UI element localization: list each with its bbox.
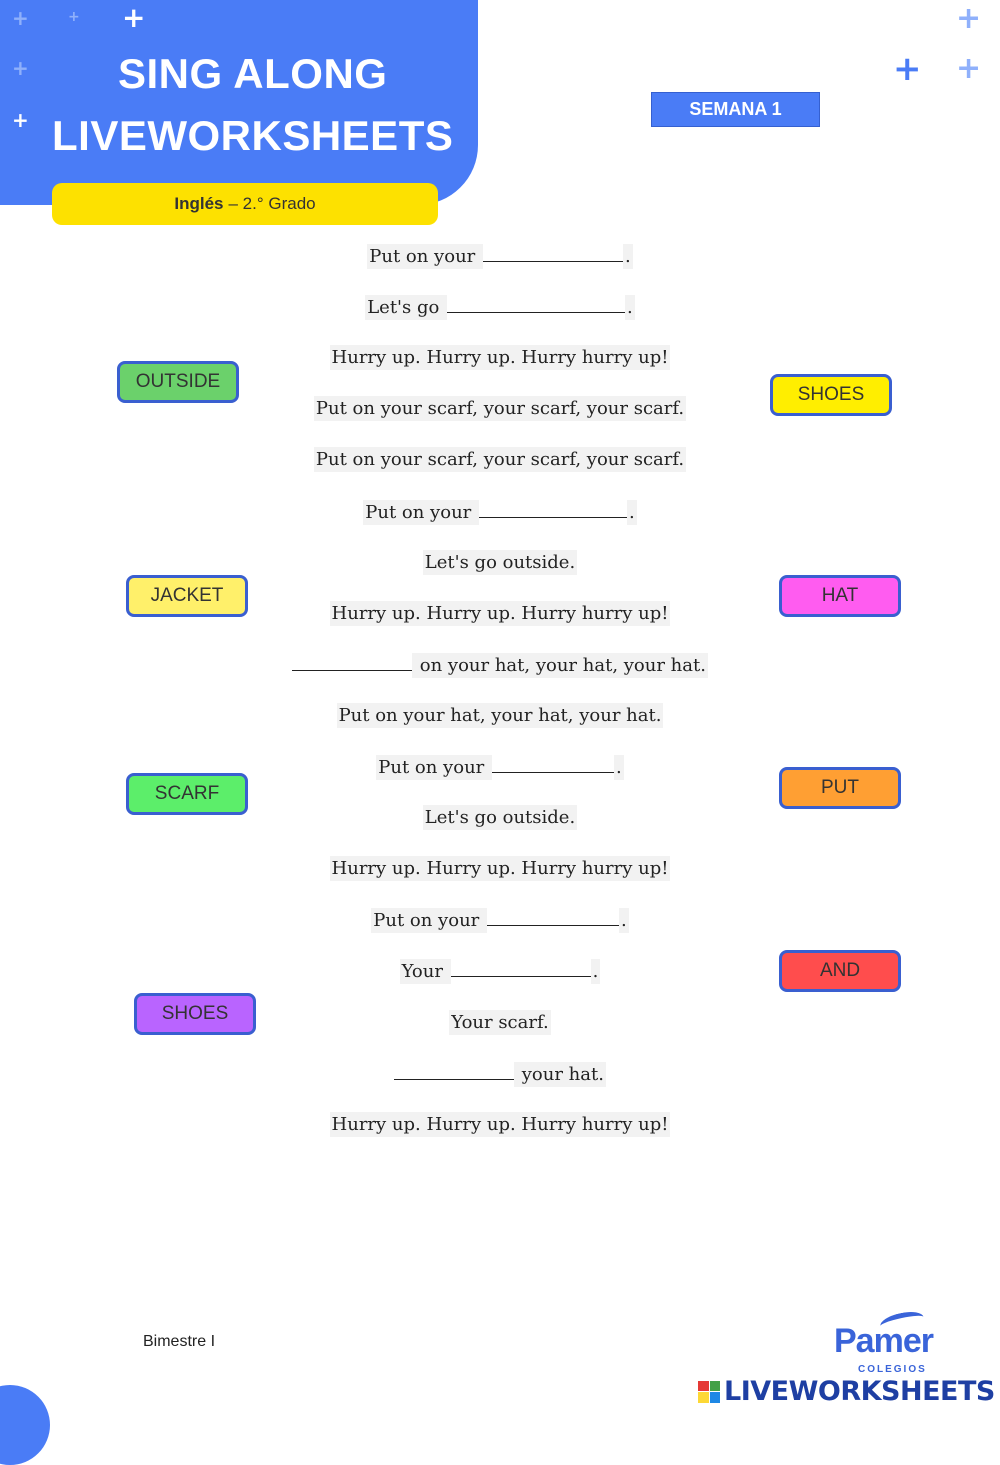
plus-icon: +: [12, 6, 29, 30]
lyric-line: [0, 245, 1000, 267]
word-chip-shoes-2[interactable]: SHOES: [134, 993, 256, 1035]
word-chip-outside[interactable]: OUTSIDE: [117, 361, 239, 403]
page-title: SING ALONG: [118, 50, 388, 97]
answer-blank[interactable]: [483, 245, 623, 262]
liveworksheets-logo[interactable]: [698, 1376, 995, 1407]
lyric-text: .: [625, 246, 631, 267]
word-chip-jacket[interactable]: JACKET: [126, 575, 248, 617]
lyric-text: Let's go outside.: [424, 807, 576, 829]
liveworksheets-wordmark: LIVEWORKSHEETS: [724, 1376, 995, 1407]
lyric-line: [0, 296, 1000, 318]
lyric-line: [0, 654, 1000, 676]
lyric-text: Put on your: [373, 910, 485, 932]
word-chip-put[interactable]: PUT: [779, 767, 901, 809]
lyric-line: [0, 1063, 1000, 1085]
plus-icon: +: [12, 108, 29, 132]
lyric-text: .: [616, 757, 622, 778]
brand-sub: COLEGIOS: [858, 1364, 927, 1375]
plus-icon: +: [893, 49, 922, 89]
answer-blank[interactable]: [492, 756, 614, 773]
lyric-text: Hurry up. Hurry up. Hurry hurry up!: [331, 858, 669, 880]
corner-decoration: [0, 1385, 50, 1465]
lyric-line: [0, 552, 1000, 573]
brand-logo: Pamer: [834, 1322, 933, 1360]
lyric-text: Your: [401, 961, 449, 983]
answer-blank[interactable]: [447, 296, 625, 313]
lyric-text: Hurry up. Hurry up. Hurry hurry up!: [331, 1113, 669, 1135]
lyric-line: [0, 449, 1000, 470]
lyric-line: [0, 1114, 1000, 1135]
lyric-text: Let's go outside.: [424, 551, 576, 573]
answer-blank[interactable]: [394, 1063, 514, 1080]
header-banner: [0, 0, 478, 205]
lyric-text: on your hat, your hat, your hat.: [414, 654, 706, 676]
subject-label: Inglés: [174, 194, 224, 213]
answer-blank[interactable]: [479, 501, 627, 518]
lyric-text: Put on your scarf, your scarf, your scarf.: [315, 398, 685, 420]
word-chip-and[interactable]: AND: [779, 950, 901, 992]
lyric-text: Put on your: [378, 757, 490, 778]
answer-blank[interactable]: [451, 960, 591, 977]
word-chip-scarf[interactable]: SCARF: [126, 773, 248, 815]
lyric-line: [0, 501, 1000, 523]
answer-blank[interactable]: [292, 654, 412, 671]
lyric-text: .: [621, 910, 627, 932]
lyric-text: .: [627, 297, 633, 319]
page-subtitle: LIVEWORKSHEETS: [52, 112, 454, 159]
lyric-line: [0, 858, 1000, 879]
plus-icon: +: [122, 1, 146, 34]
liveworksheets-icon: [698, 1381, 720, 1403]
lyric-text: Put on your: [365, 501, 477, 523]
lyric-text: Hurry up. Hurry up. Hurry hurry up!: [331, 347, 669, 369]
lyric-text: your hat.: [516, 1063, 604, 1085]
word-chip-hat[interactable]: HAT: [779, 575, 901, 617]
lyric-line: [0, 909, 1000, 931]
week-badge: SEMANA 1: [651, 92, 820, 127]
plus-icon: +: [956, 1, 982, 36]
lyric-text: Let's go: [367, 297, 446, 319]
plus-icon: +: [12, 56, 29, 80]
answer-blank[interactable]: [487, 909, 619, 926]
lyric-text: Put on your: [369, 246, 481, 267]
grade-bar: [52, 183, 438, 225]
lyric-text: Your scarf.: [451, 1011, 549, 1033]
lyric-text: .: [592, 961, 599, 983]
lyric-text: Hurry up. Hurry up. Hurry hurry up!: [331, 602, 669, 624]
lyric-line: [0, 705, 1000, 726]
lyric-text: Put on your scarf, your scarf, your scarf.: [315, 449, 685, 471]
plus-icon: +: [956, 51, 982, 86]
grade-label: – 2.° Grado: [228, 194, 316, 213]
plus-icon: +: [68, 9, 80, 25]
word-chip-shoes[interactable]: SHOES: [770, 374, 892, 416]
term-label: Bimestre I: [143, 1333, 216, 1350]
lyric-text: .: [629, 501, 635, 523]
lyric-text: Put on your hat, your hat, your hat.: [338, 704, 662, 726]
